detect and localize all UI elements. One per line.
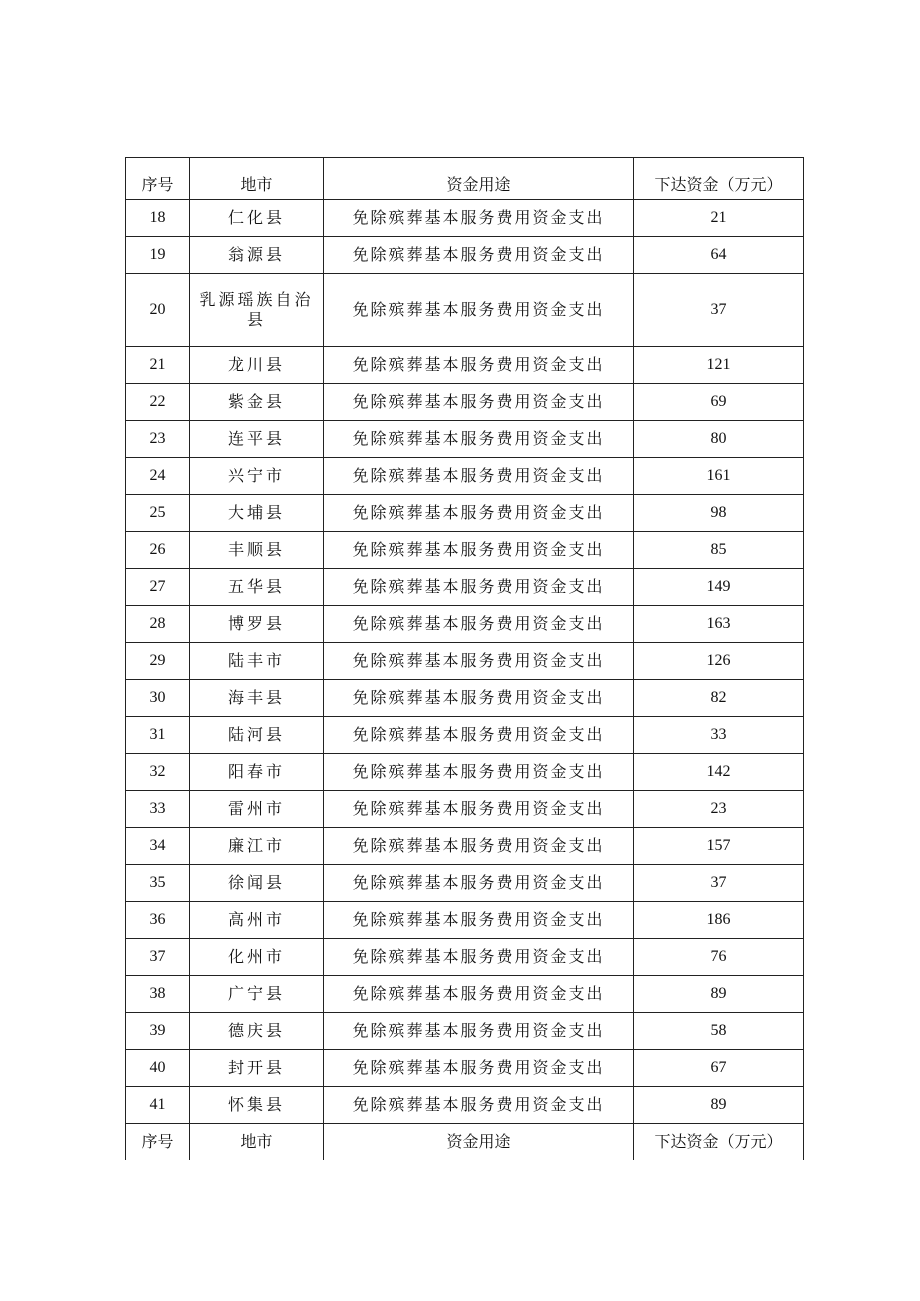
row-amount: 37 bbox=[634, 865, 804, 902]
row-no: 19 bbox=[126, 237, 190, 274]
row-no: 26 bbox=[126, 532, 190, 569]
row-amount: 69 bbox=[634, 384, 804, 421]
row-no: 18 bbox=[126, 200, 190, 237]
table-row bbox=[126, 717, 804, 754]
table-row bbox=[126, 606, 804, 643]
row-amount: 126 bbox=[634, 643, 804, 680]
row-amount: 85 bbox=[634, 532, 804, 569]
row-city: 博罗县 bbox=[190, 606, 324, 643]
table-row bbox=[126, 1013, 804, 1050]
row-use: 免除殡葬基本服务费用资金支出 bbox=[324, 643, 634, 680]
row-no: 24 bbox=[126, 458, 190, 495]
table-row bbox=[126, 384, 804, 421]
row-use: 免除殡葬基本服务费用资金支出 bbox=[324, 532, 634, 569]
row-city: 仁化县 bbox=[190, 200, 324, 237]
row-city: 封开县 bbox=[190, 1050, 324, 1087]
table-row bbox=[126, 347, 804, 384]
row-amount: 149 bbox=[634, 569, 804, 606]
row-amount: 23 bbox=[634, 791, 804, 828]
row-no: 35 bbox=[126, 865, 190, 902]
row-use: 免除殡葬基本服务费用资金支出 bbox=[324, 274, 634, 347]
row-no: 28 bbox=[126, 606, 190, 643]
row-use: 免除殡葬基本服务费用资金支出 bbox=[324, 902, 634, 939]
row-use: 免除殡葬基本服务费用资金支出 bbox=[324, 717, 634, 754]
row-city: 丰顺县 bbox=[190, 532, 324, 569]
row-amount: 157 bbox=[634, 828, 804, 865]
row-use: 免除殡葬基本服务费用资金支出 bbox=[324, 384, 634, 421]
row-city: 阳春市 bbox=[190, 754, 324, 791]
row-city: 广宁县 bbox=[190, 976, 324, 1013]
row-amount: 121 bbox=[634, 347, 804, 384]
row-city: 怀集县 bbox=[190, 1087, 324, 1124]
row-city: 兴宁市 bbox=[190, 458, 324, 495]
row-amount: 163 bbox=[634, 606, 804, 643]
row-city: 大埔县 bbox=[190, 495, 324, 532]
row-use: 免除殡葬基本服务费用资金支出 bbox=[324, 1087, 634, 1124]
table-row bbox=[126, 939, 804, 976]
table-row bbox=[126, 1087, 804, 1124]
row-no: 22 bbox=[126, 384, 190, 421]
row-amount: 186 bbox=[634, 902, 804, 939]
row-no: 38 bbox=[126, 976, 190, 1013]
row-amount: 89 bbox=[634, 976, 804, 1013]
row-use: 免除殡葬基本服务费用资金支出 bbox=[324, 347, 634, 384]
row-use: 免除殡葬基本服务费用资金支出 bbox=[324, 200, 634, 237]
row-no: 20 bbox=[126, 274, 190, 347]
table-row bbox=[126, 421, 804, 458]
row-city: 陆河县 bbox=[190, 717, 324, 754]
header-use: 资金用途 bbox=[324, 158, 634, 200]
table-row bbox=[126, 569, 804, 606]
table-row bbox=[126, 274, 804, 347]
row-no: 34 bbox=[126, 828, 190, 865]
row-amount: 76 bbox=[634, 939, 804, 976]
row-city: 海丰县 bbox=[190, 680, 324, 717]
row-use: 免除殡葬基本服务费用资金支出 bbox=[324, 1050, 634, 1087]
row-city: 高州市 bbox=[190, 902, 324, 939]
table-row bbox=[126, 532, 804, 569]
row-no: 27 bbox=[126, 569, 190, 606]
row-amount: 80 bbox=[634, 421, 804, 458]
row-use: 免除殡葬基本服务费用资金支出 bbox=[324, 237, 634, 274]
row-city: 乳源瑶族自治县 bbox=[190, 274, 324, 347]
row-use: 免除殡葬基本服务费用资金支出 bbox=[324, 680, 634, 717]
row-city: 雷州市 bbox=[190, 791, 324, 828]
row-amount: 64 bbox=[634, 237, 804, 274]
row-amount: 161 bbox=[634, 458, 804, 495]
row-no: 37 bbox=[126, 939, 190, 976]
funds-table-body bbox=[126, 158, 804, 1161]
row-amount: 142 bbox=[634, 754, 804, 791]
footer-use: 资金用途 bbox=[324, 1124, 634, 1161]
row-amount: 58 bbox=[634, 1013, 804, 1050]
row-amount: 67 bbox=[634, 1050, 804, 1087]
row-city: 翁源县 bbox=[190, 237, 324, 274]
row-use: 免除殡葬基本服务费用资金支出 bbox=[324, 939, 634, 976]
row-no: 36 bbox=[126, 902, 190, 939]
row-use: 免除殡葬基本服务费用资金支出 bbox=[324, 865, 634, 902]
row-no: 32 bbox=[126, 754, 190, 791]
table-row bbox=[126, 791, 804, 828]
table-row bbox=[126, 237, 804, 274]
row-amount: 21 bbox=[634, 200, 804, 237]
row-no: 33 bbox=[126, 791, 190, 828]
row-use: 免除殡葬基本服务费用资金支出 bbox=[324, 495, 634, 532]
table-row bbox=[126, 458, 804, 495]
table-row bbox=[126, 828, 804, 865]
row-no: 39 bbox=[126, 1013, 190, 1050]
header-city: 地市 bbox=[190, 158, 324, 200]
footer-amount: 下达资金（万元） bbox=[634, 1124, 804, 1161]
row-city: 廉江市 bbox=[190, 828, 324, 865]
row-no: 31 bbox=[126, 717, 190, 754]
table-row bbox=[126, 1050, 804, 1087]
row-no: 25 bbox=[126, 495, 190, 532]
header-no: 序号 bbox=[126, 158, 190, 200]
row-use: 免除殡葬基本服务费用资金支出 bbox=[324, 458, 634, 495]
row-use: 免除殡葬基本服务费用资金支出 bbox=[324, 754, 634, 791]
row-no: 21 bbox=[126, 347, 190, 384]
table-header-row bbox=[126, 158, 804, 200]
table-row bbox=[126, 976, 804, 1013]
row-city: 陆丰市 bbox=[190, 643, 324, 680]
row-use: 免除殡葬基本服务费用资金支出 bbox=[324, 606, 634, 643]
row-use: 免除殡葬基本服务费用资金支出 bbox=[324, 976, 634, 1013]
row-no: 30 bbox=[126, 680, 190, 717]
row-use: 免除殡葬基本服务费用资金支出 bbox=[324, 791, 634, 828]
row-use: 免除殡葬基本服务费用资金支出 bbox=[324, 1013, 634, 1050]
row-city: 五华县 bbox=[190, 569, 324, 606]
row-use: 免除殡葬基本服务费用资金支出 bbox=[324, 421, 634, 458]
table-row bbox=[126, 680, 804, 717]
footer-no: 序号 bbox=[126, 1124, 190, 1161]
row-amount: 98 bbox=[634, 495, 804, 532]
table-row bbox=[126, 495, 804, 532]
row-city: 徐闻县 bbox=[190, 865, 324, 902]
row-amount: 89 bbox=[634, 1087, 804, 1124]
row-city: 紫金县 bbox=[190, 384, 324, 421]
table-row bbox=[126, 643, 804, 680]
row-no: 41 bbox=[126, 1087, 190, 1124]
footer-city: 地市 bbox=[190, 1124, 324, 1161]
table-row bbox=[126, 865, 804, 902]
row-use: 免除殡葬基本服务费用资金支出 bbox=[324, 569, 634, 606]
row-city: 龙川县 bbox=[190, 347, 324, 384]
row-no: 40 bbox=[126, 1050, 190, 1087]
row-use: 免除殡葬基本服务费用资金支出 bbox=[324, 828, 634, 865]
row-amount: 82 bbox=[634, 680, 804, 717]
row-amount: 33 bbox=[634, 717, 804, 754]
table-repeated-header-row bbox=[126, 1124, 804, 1161]
funds-table bbox=[125, 157, 804, 1160]
table-row bbox=[126, 200, 804, 237]
header-amount: 下达资金（万元） bbox=[634, 158, 804, 200]
row-no: 23 bbox=[126, 421, 190, 458]
table-row bbox=[126, 902, 804, 939]
row-city: 德庆县 bbox=[190, 1013, 324, 1050]
row-city: 化州市 bbox=[190, 939, 324, 976]
row-no: 29 bbox=[126, 643, 190, 680]
row-amount: 37 bbox=[634, 274, 804, 347]
table-row bbox=[126, 754, 804, 791]
row-city: 连平县 bbox=[190, 421, 324, 458]
